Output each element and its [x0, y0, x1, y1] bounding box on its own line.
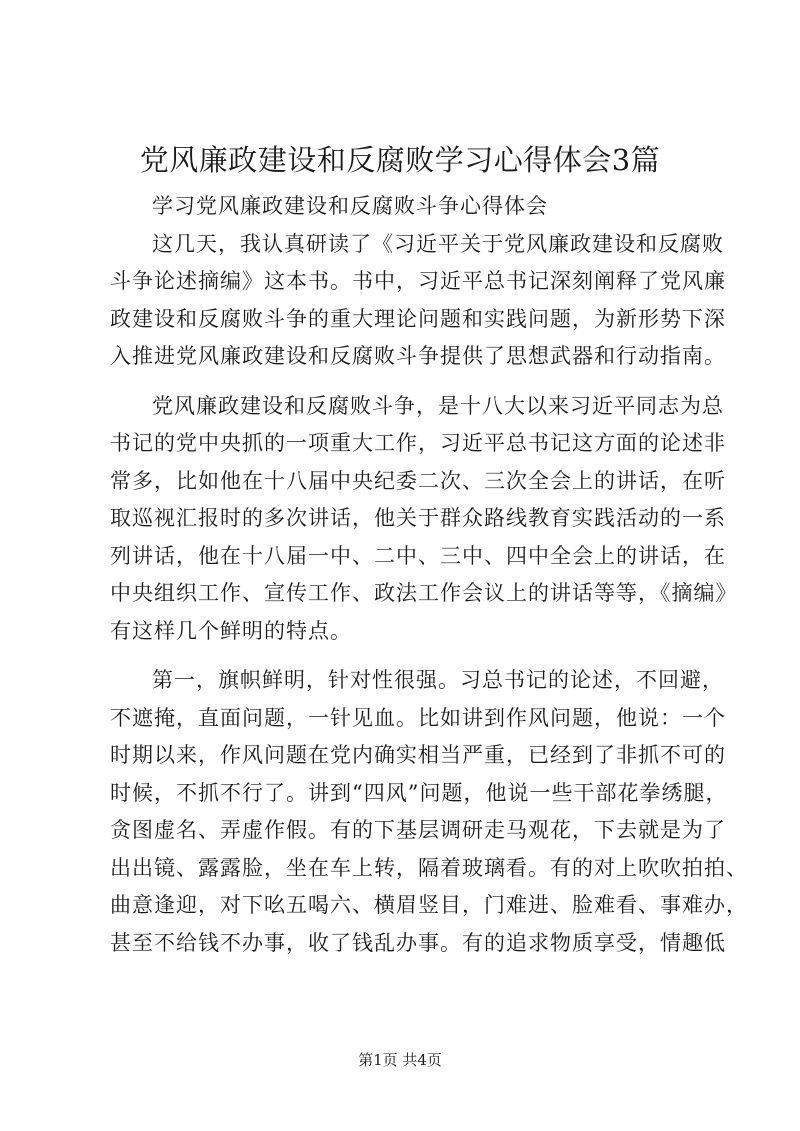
- document-body: [110, 188, 748, 962]
- paragraph-2-line-6: 中央组织工作、宣传工作、政法工作会议上的讲话等等，《摘编》: [110, 581, 738, 605]
- paragraph-2-line-1: 党风廉政建设和反腐败斗争，是十八大以来习近平同志为总: [152, 393, 724, 418]
- paragraph-2-line-7: 有这样几个鲜明的特点。: [110, 618, 352, 643]
- paragraph-spacer: [110, 376, 710, 388]
- paragraph-3-line-5: 贪图虚名、弄虚作假。有的下基层调研走马观花，下去就是为了: [110, 818, 726, 842]
- paragraph-3-line-1: 第一，旗帜鲜明，针对性很强。习总书记的论述，不回避，: [152, 668, 724, 692]
- paragraph-2-line-3: 常多，比如他在十八届中央纪委二次、三次全会上的讲话，在听: [110, 468, 726, 493]
- paragraph-1-line-2: 斗争论述摘编》这本书。书中，习近平总书记深刻阐释了党风廉: [110, 269, 726, 293]
- document-subtitle: 学习党风廉政建设和反腐败斗争心得体会: [152, 194, 548, 218]
- paragraph-spacer: [110, 650, 710, 662]
- paragraph-2-line-4: 取巡视汇报时的多次讲话，他关于群众路线教育实践活动的一系: [110, 506, 726, 530]
- paragraph-3-line-7: 曲意逢迎，对下吆五喝六、横眉竖目，门难进、脸难看、事难办，: [110, 893, 748, 917]
- paragraph-3-line-3: 时期以来，作风问题在党内确实相当严重，已经到了非抓不可的: [110, 743, 726, 767]
- paragraph-3-line-8: 甚至不给钱不办事，收了钱乱办事。有的追求物质享受，情趣低: [110, 930, 726, 955]
- paragraph-1-line-3: 政建设和反腐败斗争的重大理论问题和实践问题，为新形势下深: [110, 306, 726, 331]
- paragraph-1-line-1: 这几天，我认真研读了《习近平关于党风廉政建设和反腐败: [152, 231, 724, 256]
- paragraph-2-line-5: 列讲话，他在十八届一中、二中、三中、四中全会上的讲话，在: [110, 543, 726, 568]
- paragraph-3-line-2: 不遮掩，直面问题，一针见血。比如讲到作风问题，他说：一个: [110, 705, 726, 730]
- paragraph-3-line-4: 时候，不抓不行了。讲到“四风”问题，他说一些干部花拳绣腿，: [110, 780, 728, 805]
- page-footer: 第1页 共4页: [358, 1051, 442, 1069]
- document-title: 党风廉政建设和反腐败学习心得体会3篇: [139, 143, 661, 177]
- paragraph-1-line-4: 入推进党风廉政建设和反腐败斗争提供了思想武器和行动指南。: [110, 344, 726, 368]
- paragraph-2-line-2: 书记的党中央抓的一项重大工作，习近平总书记这方面的论述非: [110, 431, 726, 455]
- paragraph-3-line-6: 出出镜、露露脸，坐在车上转，隔着玻璃看。有的对上吹吹拍拍、: [110, 855, 748, 880]
